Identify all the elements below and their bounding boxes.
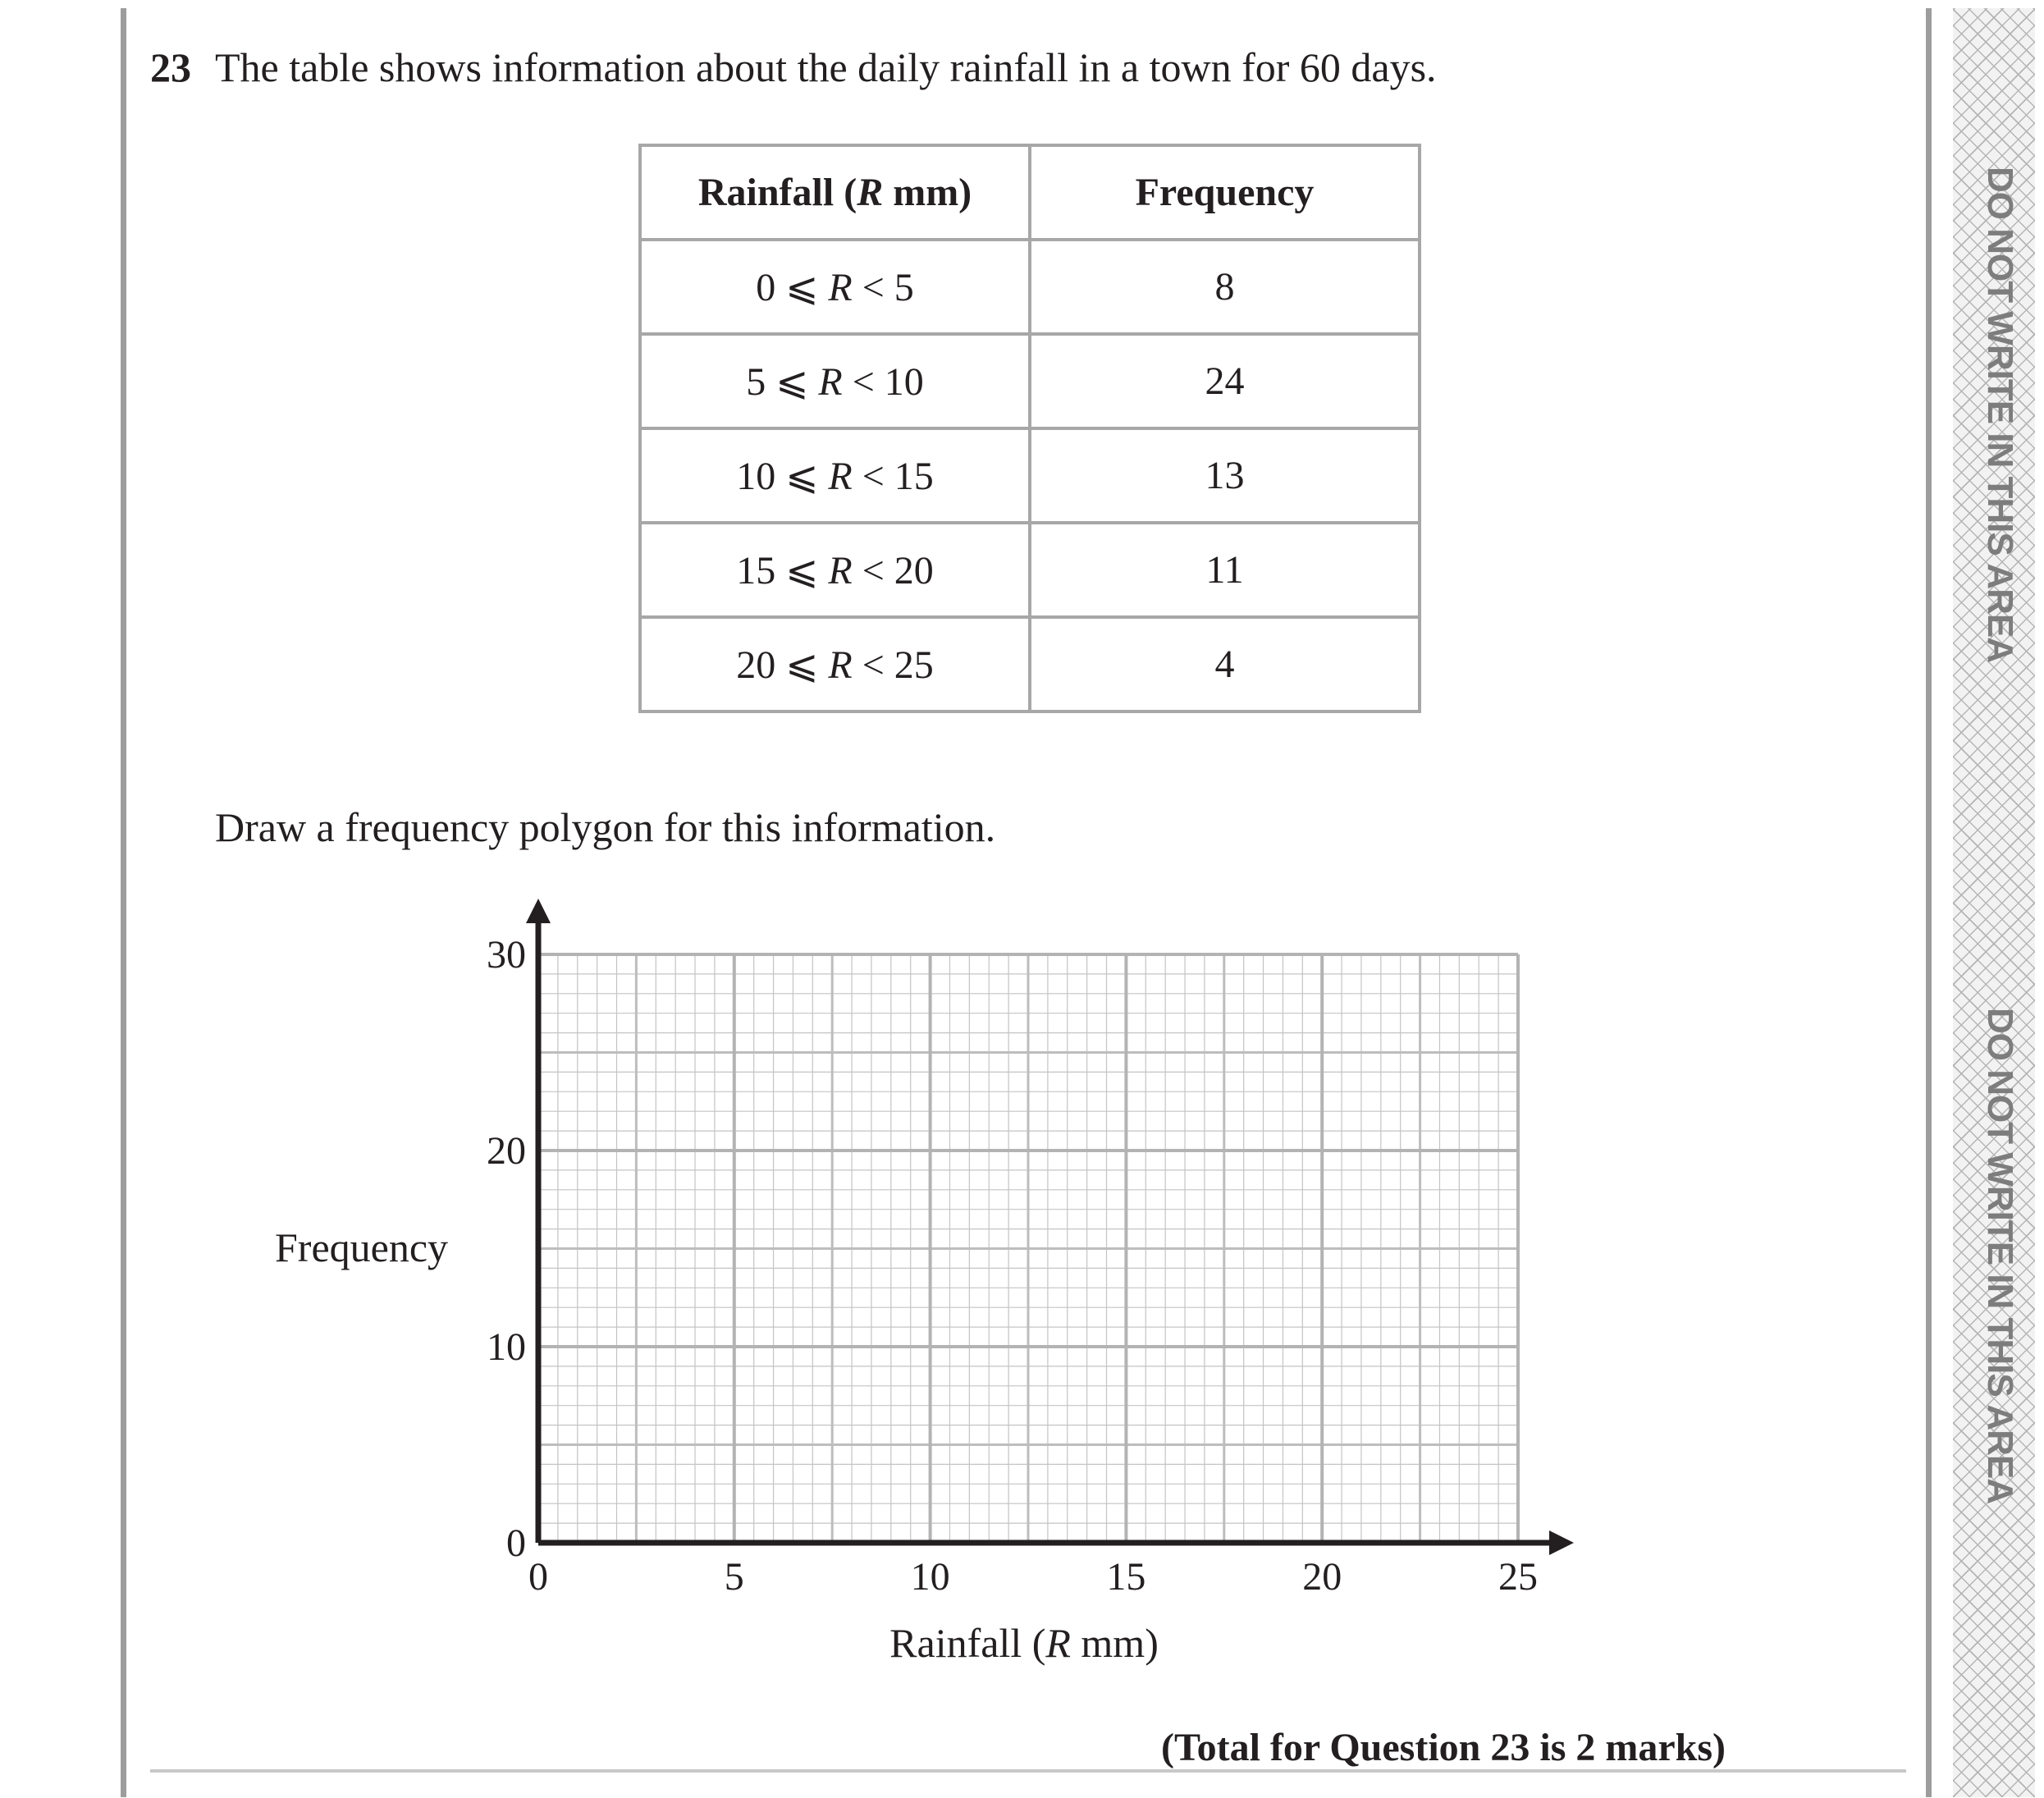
- rainfall-interval-cell: 10 ⩽ R < 15: [640, 428, 1030, 523]
- y-tick-label: 0: [506, 1521, 526, 1565]
- y-tick-label: 20: [487, 1129, 526, 1173]
- x-axis-arrowhead: [1549, 1530, 1574, 1555]
- x-tick-label: 20: [1302, 1555, 1342, 1599]
- y-axis-arrowhead: [526, 899, 551, 923]
- x-tick-label: 25: [1498, 1555, 1538, 1599]
- total-marks: (Total for Question 23 is 2 marks): [1161, 1726, 1726, 1769]
- header-frequency: Frequency: [1030, 145, 1420, 240]
- bottom-rule: [150, 1769, 1906, 1773]
- y-tick-label: 30: [487, 933, 526, 977]
- frequency-cell: 8: [1030, 240, 1420, 334]
- rainfall-interval-cell: 0 ⩽ R < 5: [640, 240, 1030, 334]
- x-tick-label: 0: [528, 1555, 548, 1599]
- frequency-cell: 4: [1030, 617, 1420, 711]
- y-axis-title: Frequency: [275, 1224, 449, 1270]
- grid-mid-lines: [538, 954, 1518, 1543]
- x-tick-label: 5: [724, 1555, 744, 1599]
- margin-note-bottom: DO NOT WRITE IN THIS AREA: [1980, 1007, 2020, 1504]
- x-axis-title: Rainfall (R mm): [889, 1620, 1159, 1666]
- y-tick-label: 10: [487, 1325, 526, 1369]
- margin-note-top: DO NOT WRITE IN THIS AREA: [1980, 166, 2020, 663]
- rainfall-interval-cell: 20 ⩽ R < 25: [640, 617, 1030, 711]
- question-text: The table shows information about the daily rainfall in a town for 60 days.: [215, 44, 1437, 90]
- frequency-cell: 13: [1030, 428, 1420, 523]
- rainfall-interval-cell: 15 ⩽ R < 20: [640, 523, 1030, 617]
- x-tick-label: 10: [910, 1555, 950, 1599]
- frequency-cell: 11: [1030, 523, 1420, 617]
- axes-group: [526, 899, 1574, 1555]
- question-number: 23: [150, 44, 191, 90]
- x-tick-label: 15: [1106, 1555, 1146, 1599]
- frequency-cell: 24: [1030, 334, 1420, 428]
- instruction-text: Draw a frequency polygon for this information.: [215, 804, 996, 850]
- rainfall-interval-cell: 5 ⩽ R < 10: [640, 334, 1030, 428]
- header-rainfall: Rainfall (R mm): [640, 145, 1030, 240]
